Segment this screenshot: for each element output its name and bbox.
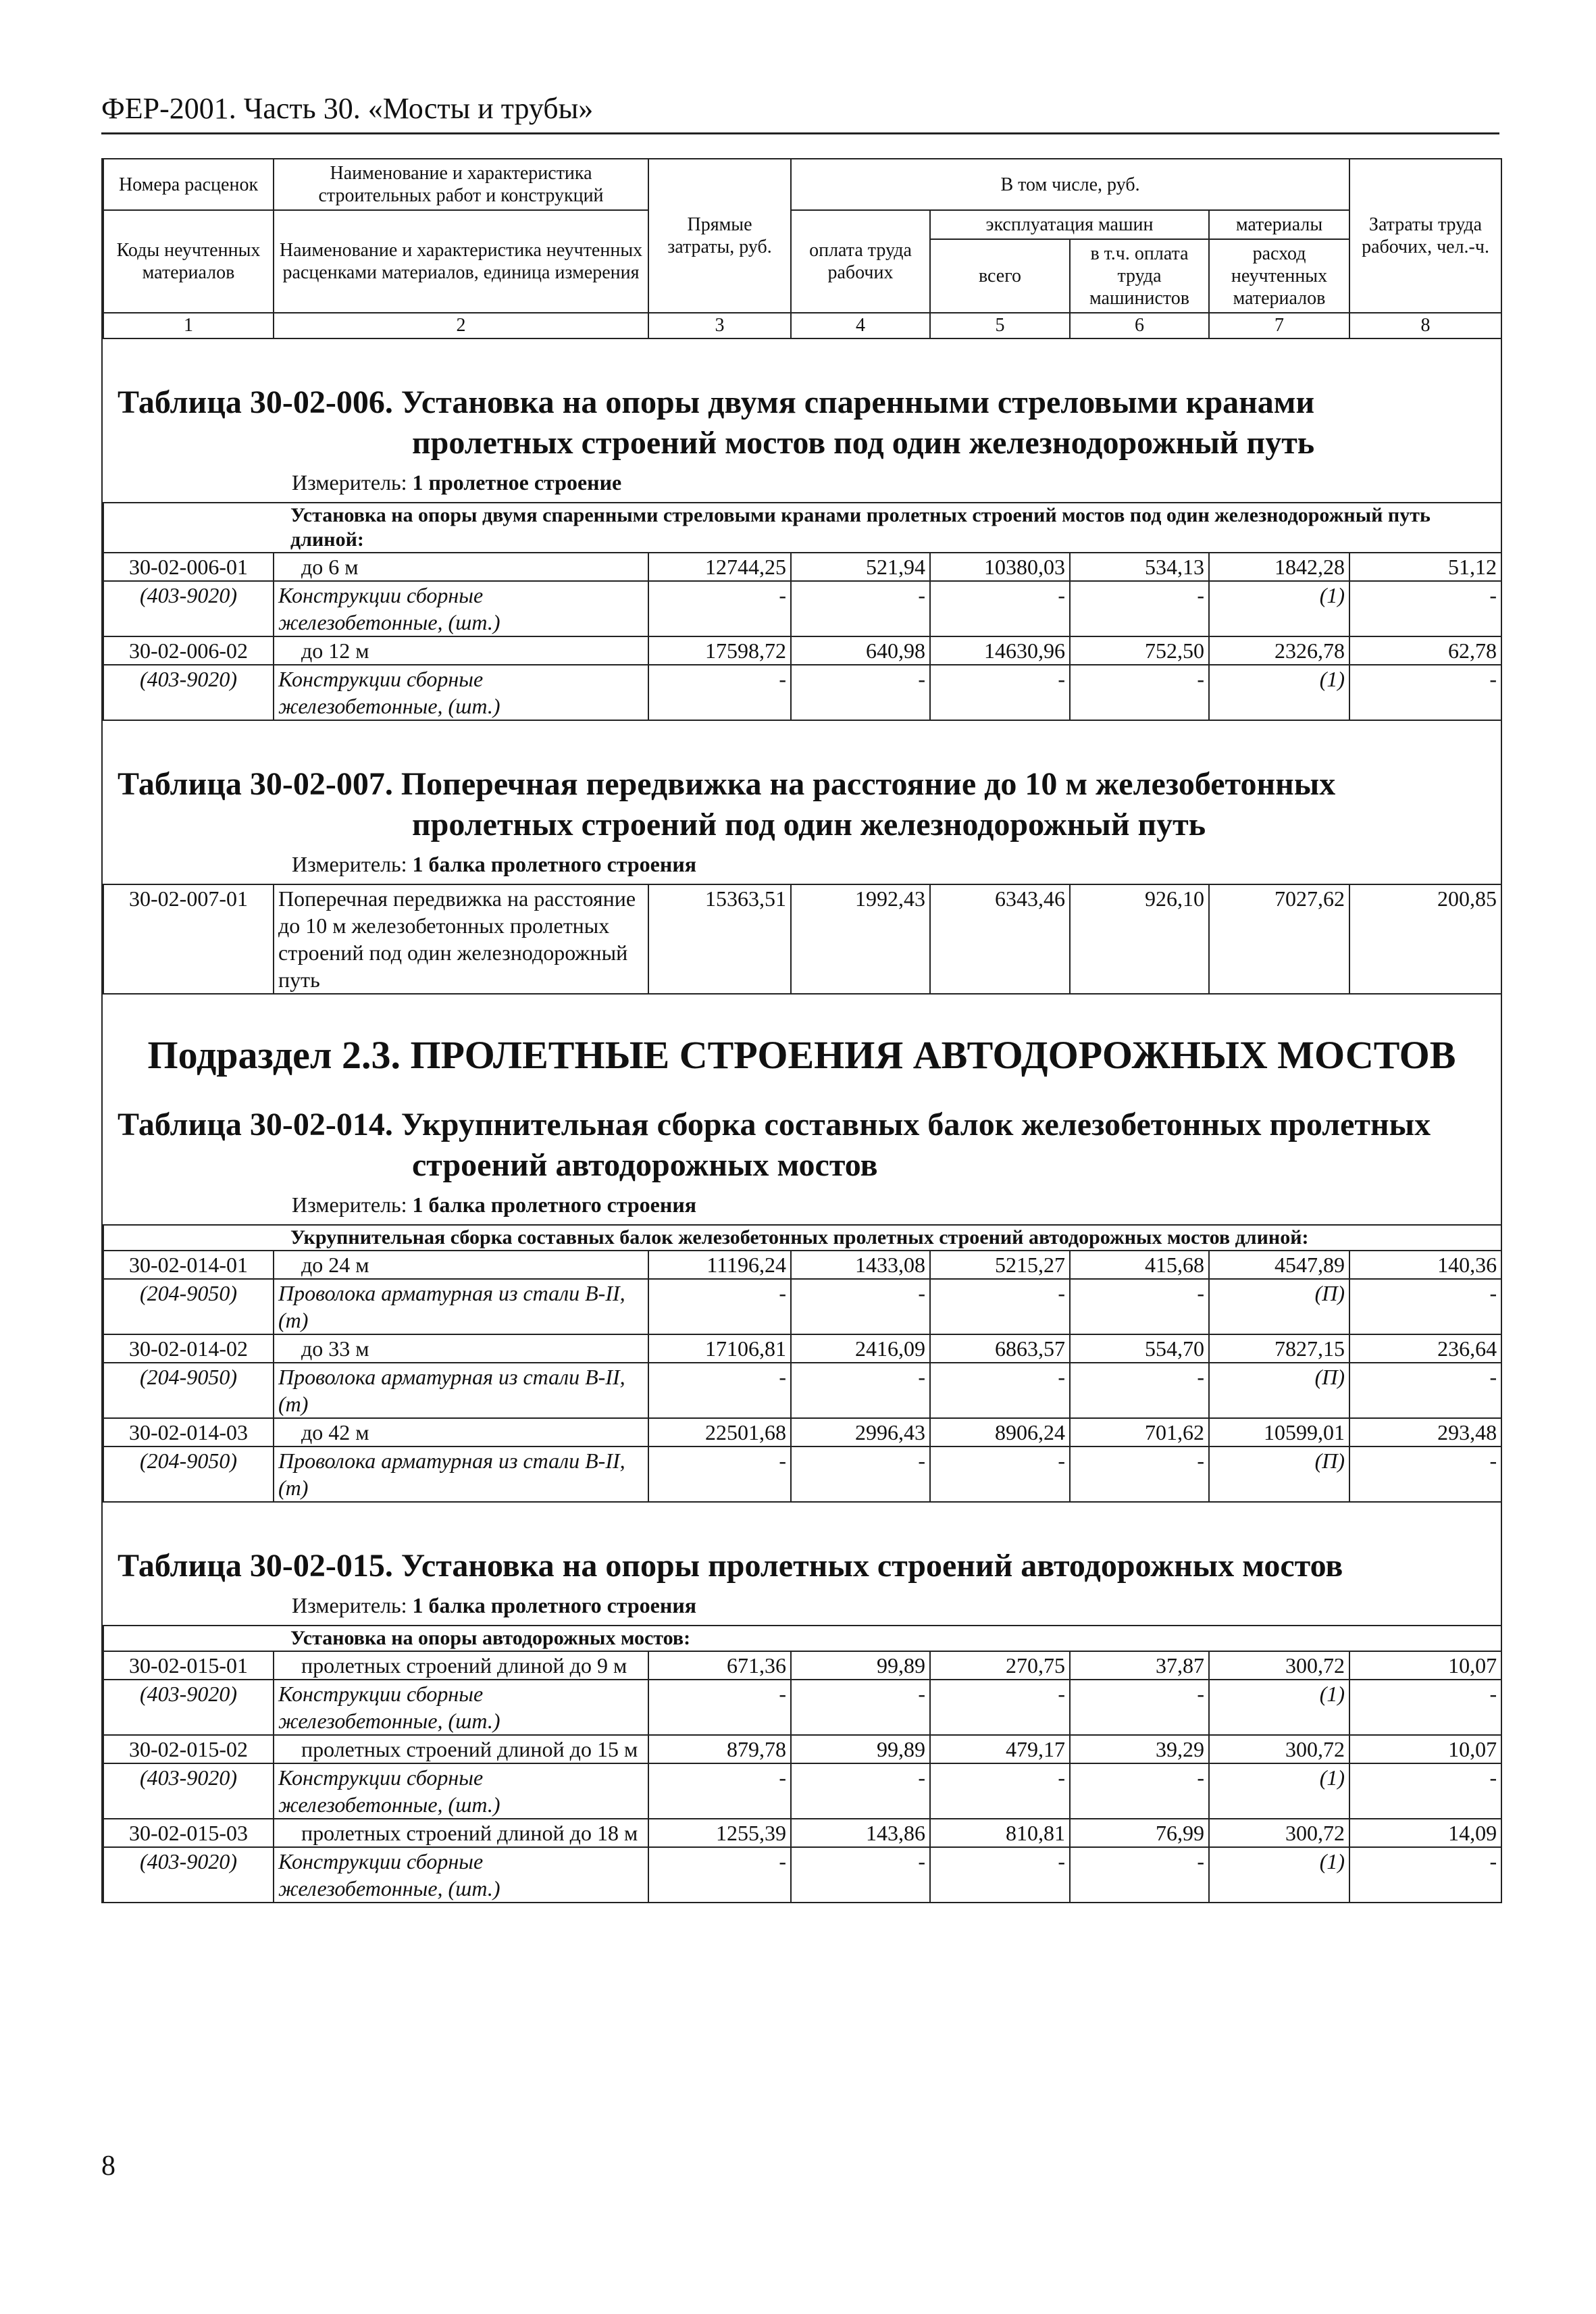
dash-cell: - [791, 1279, 930, 1334]
dash-cell: - [930, 665, 1070, 720]
header-material-name: Наименование и характеристика неучтенных расценками материалов, единица измерения [274, 210, 648, 313]
worker-wages: 2996,43 [791, 1418, 930, 1447]
dash-cell: - [930, 1447, 1070, 1502]
column-number: 6 [1070, 313, 1209, 338]
material-quantity: (1) [1209, 1847, 1349, 1903]
table-006-title [103, 339, 1501, 463]
dash-cell: - [1070, 665, 1209, 720]
labor-costs: 62,78 [1349, 636, 1501, 665]
table-007-title [103, 721, 1501, 845]
column-number: 8 [1349, 313, 1501, 338]
material-quantity: (1) [1209, 1680, 1349, 1735]
table-015-meter [103, 1586, 1501, 1625]
dash-cell: - [930, 1279, 1070, 1334]
dash-cell: - [1349, 1680, 1501, 1735]
dash-cell: - [1070, 1847, 1209, 1903]
material-name: Конструкции сборные железобетонные, (шт.) [274, 1680, 648, 1735]
rate-code: 30-02-015-01 [103, 1651, 274, 1680]
material-row [103, 1363, 1501, 1418]
material-code: (403-9020) [103, 1847, 274, 1903]
document-body [101, 158, 1502, 1903]
operator-wages: 76,99 [1070, 1819, 1209, 1847]
table-row [103, 1418, 1501, 1447]
dash-cell: - [648, 1763, 791, 1819]
rate-name: пролетных строений длиной до 15 м [274, 1735, 648, 1763]
dash-cell: - [1349, 1847, 1501, 1903]
header-operator-wages: в т.ч. оплата труда машинистов [1070, 239, 1209, 313]
material-name: Проволока арматурная из стали В-II, (т) [274, 1279, 648, 1334]
table-014-title [103, 1086, 1501, 1186]
header-direct-costs: Прямые затраты, руб. [648, 159, 791, 313]
materials: 2326,78 [1209, 636, 1349, 665]
table-014-title-line1: Таблица 30-02-014. Укрупнительная сборка составных балок железобетонных пролетных [118, 1107, 1431, 1142]
labor-costs: 236,64 [1349, 1334, 1501, 1363]
machine-total: 810,81 [930, 1819, 1070, 1847]
rate-code: 30-02-015-03 [103, 1819, 274, 1847]
dash-cell: - [791, 1680, 930, 1735]
column-number: 4 [791, 313, 930, 338]
table-row [103, 1251, 1501, 1279]
rate-name: до 6 м [274, 553, 648, 581]
direct-costs: 17106,81 [648, 1334, 791, 1363]
meter-value: 1 балка пролетного строения [412, 1192, 697, 1217]
operator-wages: 752,50 [1070, 636, 1209, 665]
running-header: ФЕР-2001. Часть 30. «Мосты и трубы» [101, 92, 594, 125]
materials: 300,72 [1209, 1819, 1349, 1847]
materials: 7027,62 [1209, 884, 1349, 994]
material-name: Конструкции сборные железобетонные, (шт.) [274, 665, 648, 720]
meter-value: 1 балка пролетного строения [412, 852, 697, 876]
dash-cell: - [791, 1847, 930, 1903]
header-material-codes: Коды неучтенных материалов [103, 210, 274, 313]
labor-costs: 51,12 [1349, 553, 1501, 581]
material-quantity: (1) [1209, 1763, 1349, 1819]
header-rate-numbers: Номера расценок [103, 159, 274, 210]
direct-costs: 671,36 [648, 1651, 791, 1680]
operator-wages: 701,62 [1070, 1418, 1209, 1447]
material-code: (204-9050) [103, 1447, 274, 1502]
rate-code: 30-02-014-02 [103, 1334, 274, 1363]
dash-cell: - [930, 1847, 1070, 1903]
machine-total: 5215,27 [930, 1251, 1070, 1279]
header-machine-total: всего [930, 239, 1070, 313]
dash-cell: - [648, 1363, 791, 1418]
labor-costs: 10,07 [1349, 1651, 1501, 1680]
material-row [103, 1680, 1501, 1735]
machine-total: 479,17 [930, 1735, 1070, 1763]
machine-total: 270,75 [930, 1651, 1070, 1680]
operator-wages: 415,68 [1070, 1251, 1209, 1279]
worker-wages: 1433,08 [791, 1251, 930, 1279]
operator-wages: 554,70 [1070, 1334, 1209, 1363]
dash-cell: - [648, 1447, 791, 1502]
machine-total: 10380,03 [930, 553, 1070, 581]
material-row [103, 1763, 1501, 1819]
dash-cell: - [648, 1279, 791, 1334]
table-015-title-line1: Таблица 30-02-015. Установка на опоры пролетных строений автодорожных мостов [118, 1548, 1343, 1584]
material-name: Конструкции сборные железобетонные, (шт.) [274, 1847, 648, 1903]
table-006-meter [103, 463, 1501, 502]
direct-costs: 22501,68 [648, 1418, 791, 1447]
materials: 4547,89 [1209, 1251, 1349, 1279]
labor-costs: 140,36 [1349, 1251, 1501, 1279]
header-materials: материалы [1209, 210, 1349, 239]
dash-cell: - [1070, 1447, 1209, 1502]
rate-code: 30-02-015-02 [103, 1735, 274, 1763]
table-006 [103, 502, 1502, 721]
material-name: Конструкции сборные железобетонные, (шт.) [274, 1763, 648, 1819]
materials: 7827,15 [1209, 1334, 1349, 1363]
material-row [103, 581, 1501, 636]
operator-wages: 926,10 [1070, 884, 1209, 994]
rate-name: до 12 м [274, 636, 648, 665]
header-labor-costs: Затраты труда рабочих, чел.-ч. [1349, 159, 1501, 313]
dash-cell: - [930, 1763, 1070, 1819]
dash-cell: - [930, 581, 1070, 636]
operator-wages: 534,13 [1070, 553, 1209, 581]
header-including: В том числе, руб. [791, 159, 1349, 210]
table-row [103, 1735, 1501, 1763]
rate-name: пролетных строений длиной до 18 м [274, 1819, 648, 1847]
rate-code: 30-02-007-01 [103, 884, 274, 994]
direct-costs: 1255,39 [648, 1819, 791, 1847]
direct-costs: 879,78 [648, 1735, 791, 1763]
header-machine-operation: эксплуатация машин [930, 210, 1209, 239]
table-row [103, 1334, 1501, 1363]
table-row [103, 1651, 1501, 1680]
material-code: (204-9050) [103, 1363, 274, 1418]
dash-cell: - [648, 1847, 791, 1903]
page-number: 8 [101, 2150, 115, 2182]
table-014-title-line2: строений автодорожных мостов [412, 1147, 878, 1183]
machine-total: 8906,24 [930, 1418, 1070, 1447]
materials: 300,72 [1209, 1735, 1349, 1763]
dash-cell: - [1070, 1763, 1209, 1819]
direct-costs: 12744,25 [648, 553, 791, 581]
dash-cell: - [791, 581, 930, 636]
material-code: (403-9020) [103, 581, 274, 636]
column-number: 7 [1209, 313, 1349, 338]
rate-name: до 24 м [274, 1251, 648, 1279]
table-006-title-line2: пролетных строений мостов под один железнодорожный путь [412, 425, 1315, 461]
table-row [103, 553, 1501, 581]
meter-label: Измеритель: [292, 1192, 407, 1217]
labor-costs: 293,48 [1349, 1418, 1501, 1447]
material-name: Проволока арматурная из стали В-II, (т) [274, 1447, 648, 1502]
dash-cell: - [1349, 1279, 1501, 1334]
table-007-meter [103, 845, 1501, 884]
column-number: 3 [648, 313, 791, 338]
direct-costs: 15363,51 [648, 884, 791, 994]
material-row [103, 1847, 1501, 1903]
material-name: Проволока арматурная из стали В-II, (т) [274, 1363, 648, 1418]
meter-value: 1 пролетное строение [412, 470, 622, 495]
worker-wages: 99,89 [791, 1735, 930, 1763]
dash-cell: - [791, 1363, 930, 1418]
material-quantity: (1) [1209, 581, 1349, 636]
direct-costs: 17598,72 [648, 636, 791, 665]
worker-wages: 143,86 [791, 1819, 930, 1847]
labor-costs: 200,85 [1349, 884, 1501, 994]
dash-cell: - [1070, 581, 1209, 636]
direct-costs: 11196,24 [648, 1251, 791, 1279]
machine-total: 6863,57 [930, 1334, 1070, 1363]
machine-total: 6343,46 [930, 884, 1070, 994]
dash-cell: - [930, 1363, 1070, 1418]
material-code: (403-9020) [103, 665, 274, 720]
materials: 1842,28 [1209, 553, 1349, 581]
dash-cell: - [648, 581, 791, 636]
dash-cell: - [791, 665, 930, 720]
column-number: 1 [103, 313, 274, 338]
material-row [103, 1447, 1501, 1502]
dash-cell: - [1349, 665, 1501, 720]
dash-cell: - [1070, 1279, 1209, 1334]
rate-code: 30-02-006-01 [103, 553, 274, 581]
header-work-name: Наименование и характеристика строительных работ и конструкций [274, 159, 648, 210]
worker-wages: 1992,43 [791, 884, 930, 994]
header-rule [101, 132, 1499, 134]
meter-label: Измеритель: [292, 1593, 407, 1617]
table-row [103, 1819, 1501, 1847]
meter-value: 1 балка пролетного строения [412, 1593, 697, 1617]
material-code: (204-9050) [103, 1279, 274, 1334]
rate-name: до 33 м [274, 1334, 648, 1363]
rate-name: Поперечная передвижка на расстояние до 10 м железобетонных пролетных строений под один железнодорожный путь [274, 884, 648, 994]
table-row [103, 884, 1501, 994]
column-number: 5 [930, 313, 1070, 338]
table-014 [103, 1224, 1502, 1503]
rate-code: 30-02-006-02 [103, 636, 274, 665]
rate-code: 30-02-014-01 [103, 1251, 274, 1279]
dash-cell: - [1349, 1363, 1501, 1418]
rate-name: пролетных строений длиной до 9 м [274, 1651, 648, 1680]
dash-cell: - [1070, 1680, 1209, 1735]
table-row [103, 636, 1501, 665]
meter-label: Измеритель: [292, 470, 407, 495]
table-014-meter [103, 1186, 1501, 1224]
dash-cell: - [930, 1680, 1070, 1735]
table-015 [103, 1625, 1502, 1903]
material-code: (403-9020) [103, 1680, 274, 1735]
dash-cell: - [1349, 1763, 1501, 1819]
table-007 [103, 884, 1502, 995]
rate-code: 30-02-014-03 [103, 1418, 274, 1447]
dash-cell: - [791, 1763, 930, 1819]
worker-wages: 99,89 [791, 1651, 930, 1680]
dash-cell: - [648, 1680, 791, 1735]
dash-cell: - [1070, 1363, 1209, 1418]
materials: 10599,01 [1209, 1418, 1349, 1447]
table-007-title-line1: Таблица 30-02-007. Поперечная передвижка на расстояние до 10 м железобетонных [118, 766, 1336, 802]
worker-wages: 640,98 [791, 636, 930, 665]
table-006-group-heading: Установка на опоры двумя спаренными стреловыми кранами пролетных строений мостов под один железнодорожный путь длиной: [103, 503, 1501, 553]
operator-wages: 39,29 [1070, 1735, 1209, 1763]
table-014-group-heading: Укрупнительная сборка составных балок железобетонных пролетных строений автодорожных мостов длиной: [103, 1225, 1501, 1251]
material-code: (403-9020) [103, 1763, 274, 1819]
dash-cell: - [648, 665, 791, 720]
header-worker-wages: оплата труда рабочих [791, 210, 930, 313]
rate-name: до 42 м [274, 1418, 648, 1447]
worker-wages: 521,94 [791, 553, 930, 581]
table-015-title [103, 1503, 1501, 1586]
dash-cell: - [1349, 581, 1501, 636]
material-quantity: (П) [1209, 1447, 1349, 1502]
section-title: Подраздел 2.3. ПРОЛЕТНЫЕ СТРОЕНИЯ АВТОДОРОЖНЫХ МОСТОВ [147, 1033, 1456, 1077]
operator-wages: 37,87 [1070, 1651, 1209, 1680]
dash-cell: - [791, 1447, 930, 1502]
column-number: 2 [274, 313, 648, 338]
table-015-group-heading: Установка на опоры автодорожных мостов: [103, 1626, 1501, 1651]
labor-costs: 14,09 [1349, 1819, 1501, 1847]
header-material-consumption: расход неучтенных материалов [1209, 239, 1349, 313]
column-header-table [103, 158, 1502, 339]
material-row [103, 1279, 1501, 1334]
dash-cell: - [1349, 1447, 1501, 1502]
table-006-title-line1: Таблица 30-02-006. Установка на опоры двумя спаренными стреловыми кранами [118, 384, 1315, 420]
table-007-title-line2: пролетных строений под один железнодорожный путь [412, 807, 1206, 842]
material-quantity: (1) [1209, 665, 1349, 720]
worker-wages: 2416,09 [791, 1334, 930, 1363]
meter-label: Измеритель: [292, 852, 407, 876]
materials: 300,72 [1209, 1651, 1349, 1680]
machine-total: 14630,96 [930, 636, 1070, 665]
labor-costs: 10,07 [1349, 1735, 1501, 1763]
material-row [103, 665, 1501, 720]
material-name: Конструкции сборные железобетонные, (шт.) [274, 581, 648, 636]
material-quantity: (П) [1209, 1279, 1349, 1334]
material-quantity: (П) [1209, 1363, 1349, 1418]
